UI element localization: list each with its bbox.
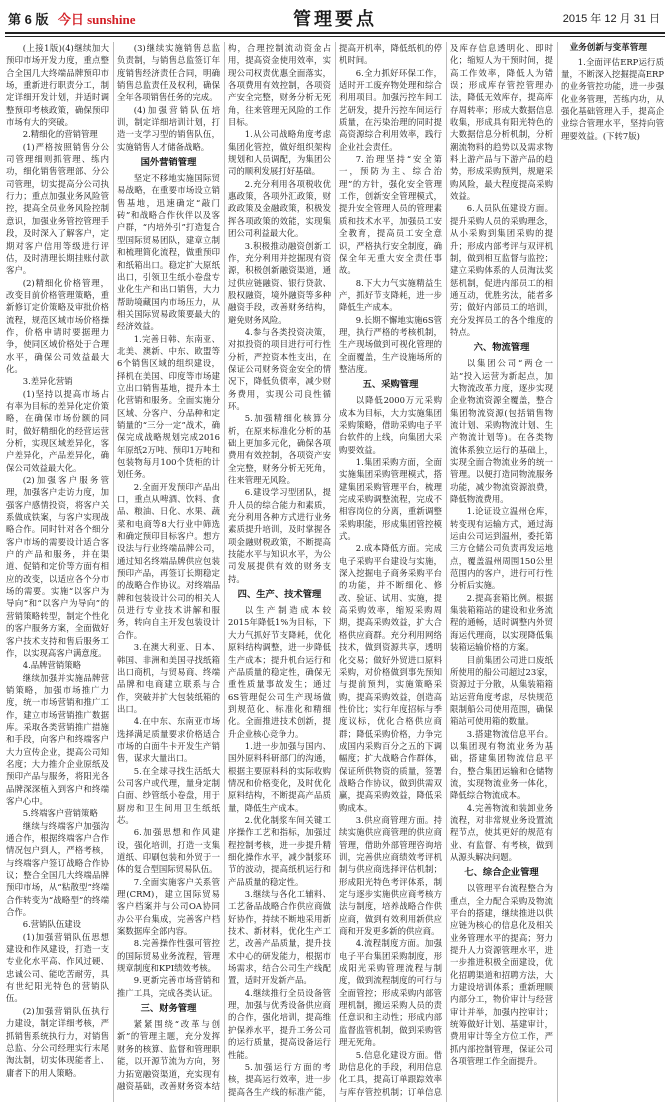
article-paragraph: (1)加强营销队伍思想建设和作风建设，打造一支专业化水平高、作风过硬、忠诚公司、能吃苦耐劳，具有世纪阳光特色的营销队伍。 bbox=[6, 931, 109, 1004]
article-paragraph: 1.进一步加强与国内、国外原料科研部门的沟通，根据主要原料科的实际收购情况和价格变化，及时优化原料结构，不断提高产品质量，降低生产成本。 bbox=[228, 740, 331, 813]
article-columns bbox=[6, 42, 664, 1102]
article-paragraph: 6.人员队伍建设方面。提升采购人员的采购理念，从小采购到集团采购的提升；形成内部考评与双评机制，做到相互监督与监控；建立采购体系的人员淘汰奖惩机制，促进内部员工的相通互动，优胜劣汰，能者多劳；做好内部员工的培训，充分发挥员工的各个维度的特点。 bbox=[450, 203, 553, 337]
article-paragraph: 4.完善物流和装卸业务流程，对非常规业务设置流程节点，使其更好的规范有业、有监督、有考核，做到从源头解决问题。 bbox=[450, 802, 553, 862]
article-paragraph: 以生产制造成本较2015年降低1%为目标，下大力气抓好节支降耗，优化原料结构调整，进一步降低生产成本；提升机台运行和产品质量的稳定性，确保无重性质量事故发生；通过6S管理促公司生产现场做到规范化、标准化和精细化。全面推进技术创新，提升企业核心竞争力。 bbox=[228, 605, 331, 739]
article-paragraph: 继续加强并实施品牌营销策略，加强市场推广力度，统一市场营销和推广工作，建立市场营销推广数据库。采取各类营销推广措施和手段，向客户和终端客户大力宣传企业，提高公司知名度；大力推介企业原纸及预印产品与服务，将阳光各品牌深深植入到客户和终端客户心中。 bbox=[6, 672, 109, 806]
article-paragraph: 4.流程制度方面。加强电子平台集团采购制度，形成阳光采购管理流程与制度，做到流程制度的可行与全面管控；形成采购内部管理机制，搬运采购人员的责任意识和主动性；形成内部监督监管机制，做到采购管理无死角。 bbox=[339, 938, 442, 1048]
article-paragraph: 目前集团公司进口废纸所使用的船公司超过23家，资源过于分散，从集装箱箱站运营角度考虑，尽快规范限制船公司使用范围，确保箱站可使用箱的数量。 bbox=[450, 654, 553, 727]
article-paragraph: 3.在澳大利亚、日本、韩国、非洲和美国寻找纸箱出口商机，与贸易商、终端品牌和电商建立联系与合作，突破并扩大包装纸箱的出口。 bbox=[117, 642, 220, 714]
article-paragraph: 8.下大力气实施精益生产，抓好节支降耗，进一步降低生产成本。 bbox=[339, 277, 442, 313]
article-paragraph: 1.论证设立温州仓库，转变现有运输方式，通过海运由公司运到温州，委托第三方仓储公司负责再发运地点，覆盖温州周围150公里范围内的客户，进行可行性分析后实施。 bbox=[450, 506, 553, 591]
article-paragraph: 9.长期不懈地实施6S管理，执行严格的考核机制，生产现场做到可视化管理的全面覆盖，生产设施场所的整洁度。 bbox=[339, 314, 442, 374]
issue-date: 2015 年 12 月 31 日 bbox=[562, 13, 660, 25]
section-heading: 国外营销管理 bbox=[140, 157, 197, 169]
article-paragraph: 3.差异化营销 bbox=[22, 376, 73, 387]
header-rule-thin bbox=[5, 36, 665, 37]
article-paragraph: 5.在全球寻找生活纸大公司客户或代理，量身定制白面、纱管纸小卷盘，用于厨房和卫生间用卫生纸纸芯。 bbox=[117, 765, 220, 825]
section-heading: 三、财务管理 bbox=[140, 1003, 197, 1015]
article-paragraph: 3.积极推动融资创新工作，充分利用并挖掘现有资源，积极创新融资渠道，通过供应链融资、银行贷款、股权融资，境外融资等多种融资手段，改善财务结构，避免财务风险。 bbox=[228, 240, 331, 325]
article-paragraph: 2.全面开发预印产品出口，重点从啤酒、饮料、食品、粮油、日化、水果、蔬菜和电商等8大行业中筛选和确定预印目标客户。想方设法与行业终端品牌公司，通过知名终端品牌供应包装预印产品，再签订长期稳定的战略合作协议。对终端品牌和包装设计公司的相关人员进行专业技术讲解和服务，转向自主开发包装设计合作。 bbox=[117, 481, 220, 640]
article-paragraph: 2.优化制浆车间关键工序操作工艺和指标，加强过程控制考核，进一步提升精细化操作水平，减少制浆环节的波动，提高纸机运行和产品质量的稳定性。 bbox=[228, 814, 331, 887]
article-paragraph: 8.完善操作性强可管控的国际贸易业务流程，管理规章制度和KPI绩效考核。 bbox=[117, 938, 220, 974]
article-paragraph: 1.完善日韩、东南亚、北美、澳新、中东、欧盟等6个销售区域的组织建设，择机在美国、印度等市场建立出口销售基地，提升本土化营销和服务。全面实施分区域、分客户、分品种和定销量的“三分一定”战术，确保完成战略规划完成2016年原纸2万吨、预印1万吨和包装物每月100个货柜的计划任务。 bbox=[117, 333, 220, 480]
article-paragraph: 2.充分利用各项税收优惠政策，各项外汇政策，财政政策及金融政策，积极发挥各项政策的效能，实现集团公司利益最大化。 bbox=[228, 178, 331, 239]
article-paragraph: 3.搭建物流信息平台。以集团现有物流业务为基础，搭建集团物流信息平台，整合集团运输和仓储物流，实现物流业务一体化，降低综合物流成本。 bbox=[450, 728, 553, 801]
article-paragraph: 以集团公司“两仓一站”投入运营为新起点，加大物流改革力度，逐步实现企业物流资源全覆盖，整合集团物流资源(包括销售物流计划、采购物流计划、生产物流计划等)。在各类物流体系独立运行的基础上，实现全面合物流业务的统一管理。以便打造同物流服务功能，减少物流资源浪费，降低物流费用。 bbox=[450, 358, 553, 505]
section-heading: 业务创新与变革管理 bbox=[569, 43, 647, 53]
article-paragraph: 坚定不移地实施国际贸易战略，在重要市场设立销售基地，迅速确定“敲门砖”和战略合作伙伴以及客户群，“内培外引”打造复合型国际贸易团队，建章立制和梳理简化流程，做重预印和纸箱出口。稳定扩大原纸出口，引领卫生纸小卷盘专业化生产和出口销售，大力帮助境藏国内市场压力，从相关国际贸易政策要最大的经济效益。 bbox=[117, 173, 220, 332]
article-paragraph: 4.在中东、东南亚市场选择满足质量要求价格适合市场的白面牛卡开发生产销售，谋求大量出口。 bbox=[117, 716, 220, 764]
article-paragraph: 7.全面实施客户关系管理(CRM)，建立国际贸易客户档案并与公司OA协同办公平台集成，完善客户档案数据库全部内容。 bbox=[117, 876, 220, 937]
newspaper-logo: 今日 sunshine bbox=[57, 12, 136, 27]
article-paragraph: 6.建设学习型团队，提升人员的综合能力和素质，充分利用各种方式进行业务素质提升培训，及时掌握各项金融财税政策，不断提高技能水平与知识水平，为公司发展提供有效的财务支持。 bbox=[228, 487, 331, 584]
article-paragraph: (1)坚持以提高市场占有率为目标的差异化定价策略，在确保市场份额的同时，做好精细化的经营运营分析，实现区域差异化，客户差异化，产品差异化，确保公司效益最大化。 bbox=[6, 388, 109, 473]
article-paragraph: (上接1版)(4)继续加大预印市场开发力度，重点整合全国几大终端品牌预印市场，重新进行职责分工，制定详细开发计划，并适时调整预印考核政策，确保预印市场有大的突破。 bbox=[6, 43, 109, 128]
article-paragraph: (2)加强客户服务管理，加强客户走访力度，加强客户感情投资，将客户关系做成铁案，与客户实现战略合作。同时针对各个细分客户市场的需要设计适合客户的产品和服务，并在渠道、促销和定价等方面有相应的改变，以适应各个分市场的需要。实施“以客户为导向”和“以客户为导向”的营销策略转型，制定个性化的客户服务方案，全面做好客户技术支持和售后服务工作，以实现高客户满意度。 bbox=[6, 475, 109, 658]
section-heading: 七、综合企业管理 bbox=[464, 867, 539, 879]
page-number: 第 6 版 bbox=[8, 12, 49, 27]
section-heading: 六、物流管理 bbox=[473, 342, 530, 354]
article-paragraph: 以降低2000万元采购成本为目标，大力实施集团采购策略，借助采购电子平台软件的上线，向集团大采购要效益。 bbox=[339, 395, 442, 455]
section-heading: 五、采购管理 bbox=[362, 379, 419, 391]
article-paragraph: 5.终端客户营销策略 bbox=[22, 808, 98, 819]
article-paragraph: 1.集团采购方面，全面实施集团采购管理模式，搭建集团采购管理平台，梳理完成采购调整流程，完成不相容岗位的分离，重新调整采购职能，形成集团管控模式。 bbox=[339, 457, 442, 542]
section-title: 管理要点 bbox=[293, 9, 377, 30]
article-paragraph: 9.更新完善市场营销和推广工具，完成各类认证。 bbox=[117, 975, 220, 998]
article-paragraph: 2.成本降低方面。完成电子采购平台建设与实施，深入挖掘电子商务采购平台的功能，并不断细化、修改、验证、试用、实施，提高采购效率，缩短采购周期，提高采购效益，扩大合格供应商群。充分利用网络技术，做到资源共享，透明化交易；做好外贸进口原料采购，对价格做到事先预知与提前预判，实施策略采购，提高采购效益，创造高性价比；实行年度招标与季度议标，优化合格供应商群；降低采购价格，力争完成国内采购百分之五的下调幅度；扩大战略合作群体，保证所供物资的质量，签署战略合作协议，做到供需双赢，提高采购效益，降低采购成本。 bbox=[339, 543, 442, 813]
page-header bbox=[0, 0, 670, 40]
header-rule-thick bbox=[5, 32, 665, 34]
article-paragraph: 6.营销队伍建设 bbox=[22, 919, 82, 930]
article-paragraph: 5.加强精细化核算分析，在原来标准化分析的基础上更加多元化，确保各项费用有效控制，各项资产安全完整，财务分析无死角，往来管理无风险。 bbox=[228, 413, 331, 486]
article-paragraph: 4.继续推行全员设备管理，加强与优秀设备供应商的合作，强化培训，提高维护保养水平，提升工务公司的运行质量，提高设备运行性能。 bbox=[228, 987, 331, 1060]
article-paragraph: (1)严格按照销售分公司管理细则抓管理、练内功，细化销售管理部、分公司管理，切实提高分公司执行力；重点加强业务风险管控，提高全员业务风险控制意识，加强业务管控管理手段，及时深入了解客户，定期对客户信用等级进行评估，及时清理长期挂账付款客户。 bbox=[6, 141, 109, 276]
article-paragraph: 4.品牌营销策略 bbox=[22, 660, 82, 671]
article-paragraph: 4.参与各类投资决策，对拟投资的项目进行可行性分析，严控资本性支出，在保证公司财务资金安全的情况下，降低负债率，减少财务费用，实现公司良性循环。 bbox=[228, 326, 331, 411]
article-paragraph: 继续与终端客户加强沟通合作，根据终端客户合作情况包户到人，严格考核，与终端客户签订战略合作协议；整合全国几大终端品牌预印市场，从“粘散型”终端合作转变为“战略型”的终端合作。 bbox=[6, 820, 109, 918]
article-paragraph: 2.提高套箱比例。根据集装箱箱站的建设和业务流程的通畅，适时调整内外贸海运代理商，以实现降低集装箱运输价格的方案。 bbox=[450, 592, 553, 653]
article-paragraph: 以管理平台流程整合为重点，全力配合采购及物流平台的搭建，继续推进以供应链为核心的信息化及相关业务管理水平的提高；努力提升人力资源管理水平，进一步推进积极全面建设，优化招聘渠道和招聘方法，大力建设培训体系；重新理顺内部分工，物价审计与经营审计并举，加强内控审计；统筹做好计划、基建审计，费用审计等全方位工作，严抓内部控制管理，保证公司各项管理工作全面提升。 bbox=[450, 883, 553, 1067]
article-paragraph: (2)精细化价格管理，改变目前价格管理策略，重新修订定价策略及审批价格流程，规范区域市场价格操作，价格申请时要据理力争，使同区域价格处于合理水平，确保公司效益最大化。 bbox=[6, 277, 109, 374]
article-paragraph: 6.加强思想和作风建设，强化培训，打造一支集道纸、印刷包装和外贸于一体的复合型国际贸易队伍。 bbox=[117, 827, 220, 875]
article-paragraph: 2.精细化的营销管理 bbox=[22, 129, 98, 140]
article-paragraph: 1.从公司战略角度考虑集团化管控，做好组织架构规划和人员调配，为集团公司的顺利发展打好基础。 bbox=[228, 129, 331, 177]
article-paragraph: (4)加强营销队伍培训，制定详细培训计划，打造一支学习型的销售队伍，实施销售人才储备战略。 bbox=[117, 104, 220, 152]
article-paragraph: (3)继续实施销售总监负责制，与销售总监签订年度销售经济责任合同，明确销售总监责任及权利，确保全年各项销售任务的完成。 bbox=[117, 43, 220, 103]
article-paragraph: 3.供应商管理方面。持续实施供应商管理的供应商管理，借助外部管理咨询培训，完善供应商绩效考评机制与供应商选择评估机制；形成阳光特色考评体系，制定与逐步实施供应商考核方法与制度，培养战略合作供应商，做到有效利用新供应商和开发更多新的供应商。 bbox=[339, 814, 442, 937]
article-paragraph: 3.继续与各化工辅料、工艺备品战略合作供应商做好协作，持续不断地采用新技术、新材料，优化生产工艺，改善产品质量，提升技术中心的研发能力，根据市场需求，结合公司生产线配置，适时开发新产品。 bbox=[228, 889, 331, 986]
article-paragraph: 紧紧围绕“改革与创新”的管理主题，充分发挥财务的核算、监督和管理职能，以开源节流为方向，努力拓宽融资渠道，充实现有融资基础，改善财务资本结构，合理控制流动资金占用，提高资金使用效率，实现公司权责优惠全面落实，各项费用有效控制，各项资产安全完整，财务分析无死角，往来管理无风险的工作目标。 bbox=[117, 43, 331, 1091]
article-paragraph: 1.全面评估ERP运行质量，不断深入挖掘提高ERP的业务管控功能，进一步强化业务管理，苦练内功，从强化基础管理入手，提高企业综合管理水平，坚持向管理要效益。(下转7版) bbox=[561, 56, 664, 141]
article-paragraph: 6.全力抓好环保工作，适时开工废弃物处理和综合利用项目。加强污控车间工艺研发，提升污控车间运行质量，在污染治理的同时提高资源综合利用效率，践行企业社会责任。 bbox=[339, 67, 442, 152]
section-heading: 四、生产、技术管理 bbox=[237, 589, 322, 601]
article-paragraph: (2)加强营销队伍执行力建设，制定详细考核，严抓销售系统执行力，对销售总监、分公司经理实行末尾淘汰制，切实体现能者上、庸者下的用人策略。 bbox=[6, 1005, 109, 1078]
article-paragraph: 5.信息化建设方面。借助信息化的手段，利用信息化工具，提高订单跟踪效率与库存管控机制；订单信息及库存信息透明化、即时化；缩短人为干预时间，提高工作效率，降低人为错误；形成库存管控管理办法，降低无效库存，提高库存周转率；形成大数据信息收集，形成具有阳光特色的大数据信息分析机制，分析潮流物料的趋势以及需求物料上游产品与下游产品的趋势，形成采购预判，规避采购风险，最大程度提高采购效益。 bbox=[339, 43, 553, 1097]
article-paragraph: 7.治理坚持“安全第一，预防为主、综合治理”的方针，强化安全管理工作，创新安全管理模式，提升安全管理人员的管理素质和技术水平，加强员工安全教育，提高员工安全意识，严格执行安全制度，确保全年无重大安全责任事故。 bbox=[339, 154, 442, 276]
article-paragraph: 5.加强运行方面的考核，提高运行效率，进一步提高各生产线的标准产能，提高开机率，降低纸机的停机时间。 bbox=[228, 43, 442, 1097]
